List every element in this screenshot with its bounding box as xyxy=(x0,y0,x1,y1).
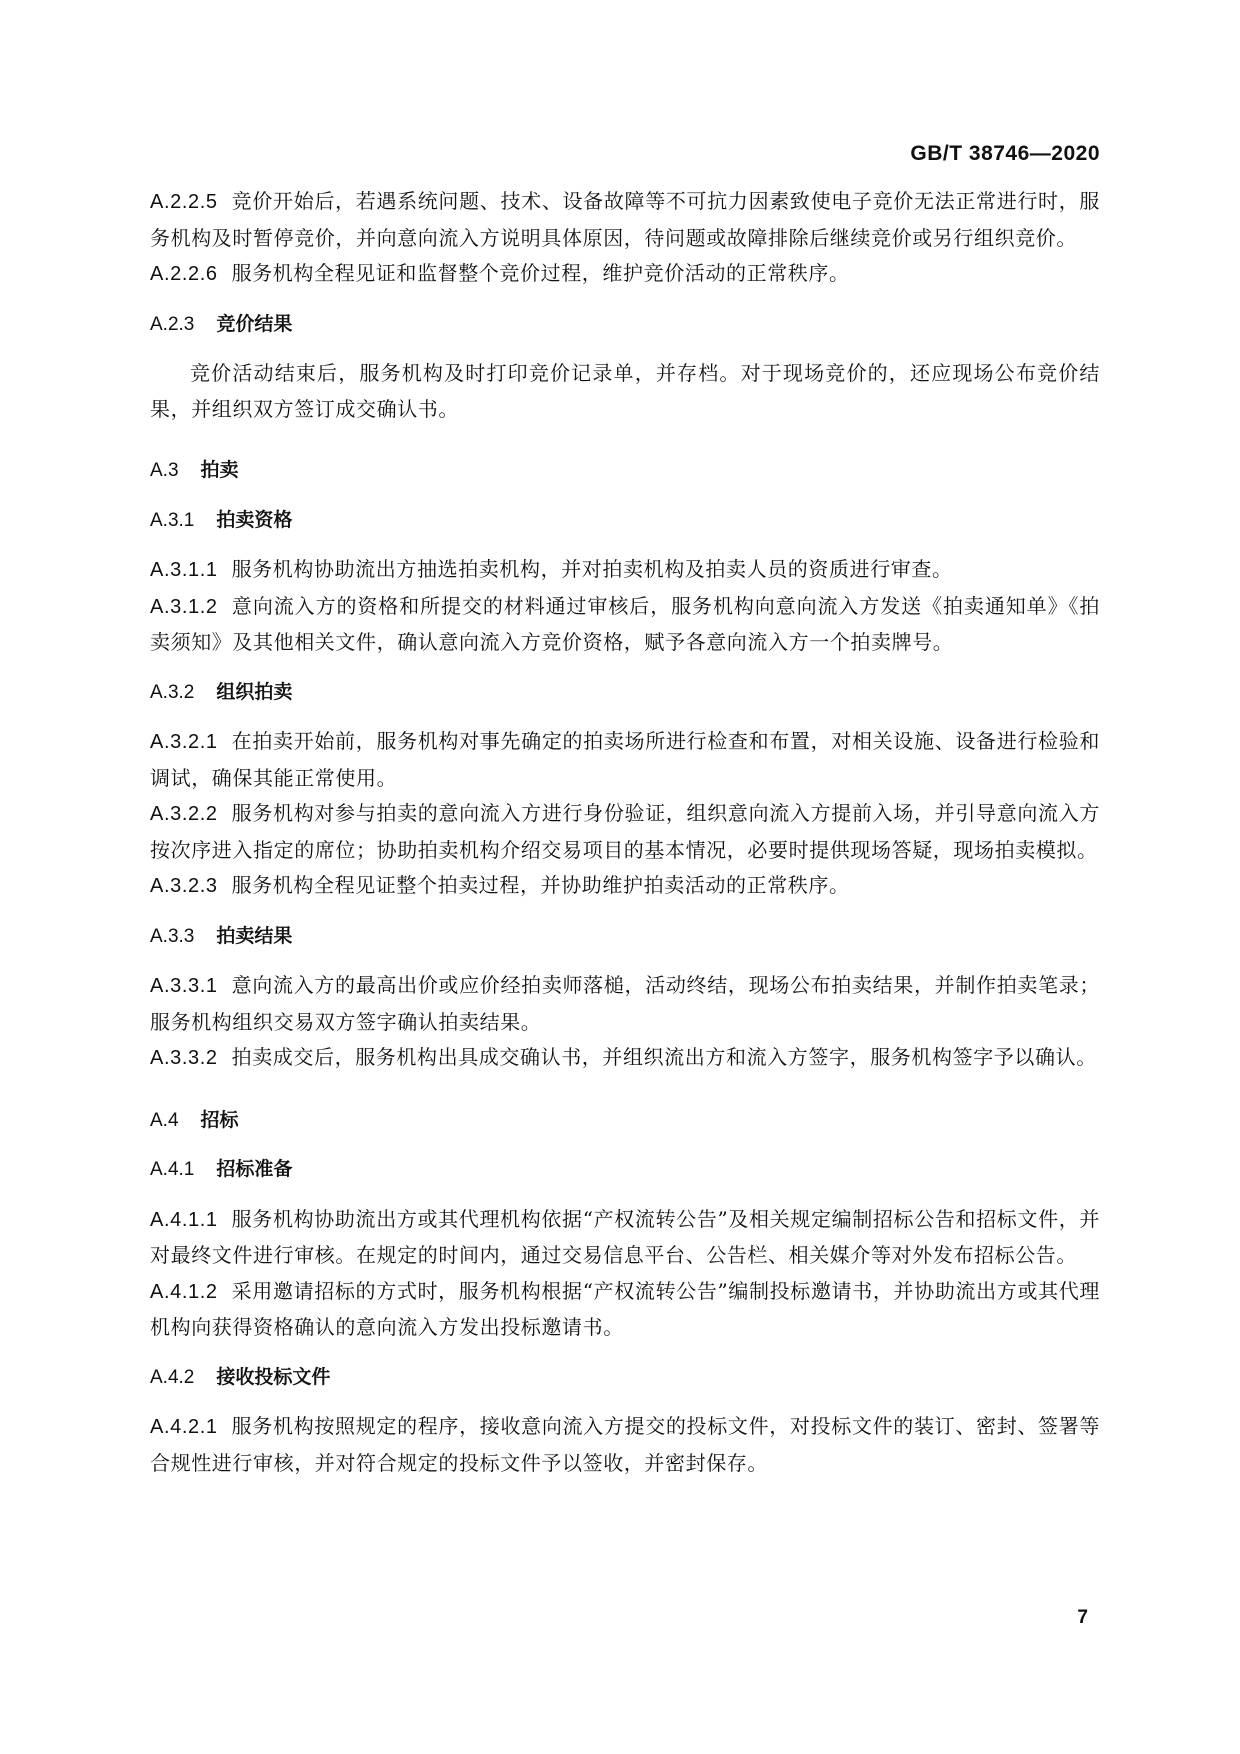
clause-paragraph xyxy=(150,589,1100,661)
clause-paragraph xyxy=(150,796,1100,868)
clause-text: 意向流入方的资格和所提交的材料通过审核后，服务机构向意向流入方发送《拍卖通知单》《拍卖须知》及其他相关文件，确认意向流入方竞价资格，赋予各意向流入方一个拍卖牌号。 xyxy=(150,593,1100,654)
page-number: 7 xyxy=(1077,1607,1088,1628)
clause-paragraph xyxy=(150,1274,1100,1346)
section-number: A.3.1 xyxy=(150,509,195,531)
section-number: A.4.1 xyxy=(150,1159,195,1180)
clause-text: 在拍卖开始前，服务机构对事先确定的拍卖场所进行检查和布置，对相关设施、设备进行检验和调试，确保其能正常使用。 xyxy=(150,729,1100,790)
clause-paragraph xyxy=(150,1409,1100,1481)
clause-text: 采用邀请招标的方式时，服务机构根据“产权流转公告”编制投标邀请书，并协助流出方或其代理机构向获得资格确认的意向流入方发出投标邀请书。 xyxy=(150,1278,1100,1339)
section-number: A.3.3 xyxy=(150,925,195,947)
clause-paragraph xyxy=(150,256,1100,293)
section-heading xyxy=(150,1152,1100,1188)
body-paragraph: 竞价活动结束后，服务机构及时打印竞价记录单，并存档。对于现场竞价的，还应现场公布竞价结果，并组织双方签订成交确认书。 xyxy=(150,361,1100,421)
clause-paragraph xyxy=(150,868,1100,905)
section-heading xyxy=(150,675,1100,711)
clause-number: A.3.1.2 xyxy=(150,595,218,618)
clause-text: 竞价开始后，若遇系统问题、技术、设备故障等不可抗力因素致使电子竞价无法正常进行时，服务机构及时暂停竞价，并向意向流入方说明具体原因，待问题或故障排除后继续竞价或另行组织竞价。 xyxy=(150,189,1100,250)
clause-text: 服务机构协助流出方或其代理机构依据“产权流转公告”及相关规定编制招标公告和招标文件，并对最终文件进行审核。在规定的时间内，通过交易信息平台、公告栏、相关媒介等对外发布招标公告。 xyxy=(150,1206,1100,1267)
clause-number: A.2.2.6 xyxy=(150,263,218,285)
clause-number: A.3.2.3 xyxy=(150,875,218,897)
clause-paragraph xyxy=(150,552,1100,589)
section-number: A.2.3 xyxy=(150,313,195,335)
clause-text: 拍卖成交后，服务机构出具成交确认书，并组织流出方和流入方签字，服务机构签字予以确认。 xyxy=(231,1045,1097,1069)
clause-text: 服务机构按照规定的程序，接收意向流入方提交的投标文件，对投标文件的装订、密封、签署等合规性进行审核，并对符合规定的投标文件予以签收，并密封保存。 xyxy=(150,1414,1100,1475)
section-title: 招标准备 xyxy=(216,1158,293,1180)
clause-number: A.3.2.1 xyxy=(150,731,218,753)
section-number: A.3.2 xyxy=(150,681,195,703)
section-heading xyxy=(150,1360,1100,1396)
clause-number: A.3.3.1 xyxy=(150,975,218,997)
clause-number: A.3.3.2 xyxy=(150,1047,218,1069)
clause-number: A.3.2.2 xyxy=(150,803,218,825)
section-heading xyxy=(150,453,1100,489)
section-heading xyxy=(150,1103,1100,1139)
section-title: 竞价结果 xyxy=(216,312,293,335)
section-heading xyxy=(150,503,1100,539)
section-number: A.4.2 xyxy=(150,1366,195,1388)
section-number: A.4 xyxy=(150,1109,179,1131)
section-heading xyxy=(150,919,1100,955)
clause-number: A.4.1.1 xyxy=(150,1208,218,1231)
clause-number: A.4.2.1 xyxy=(150,1416,218,1438)
section-title: 拍卖结果 xyxy=(216,924,293,947)
clause-paragraph xyxy=(150,1040,1100,1077)
section-title: 拍卖资格 xyxy=(216,508,293,531)
clause-text: 服务机构协助流出方抽选拍卖机构，并对拍卖机构及拍卖人员的资质进行审查。 xyxy=(231,557,953,581)
clause-number: A.3.1.1 xyxy=(150,559,218,581)
section-title: 招标 xyxy=(200,1108,239,1131)
clause-text: 服务机构全程见证整个拍卖过程，并协助维护拍卖活动的正常秩序。 xyxy=(231,873,850,897)
clause-paragraph xyxy=(150,724,1100,796)
clause-number: A.2.2.5 xyxy=(150,191,218,213)
section-title: 接收投标文件 xyxy=(216,1365,331,1388)
document-code-header: GB/T 38746—2020 xyxy=(910,142,1100,165)
section-heading xyxy=(150,307,1100,343)
section-title: 拍卖 xyxy=(200,459,239,481)
clause-paragraph xyxy=(150,1202,1100,1274)
clause-text: 服务机构全程见证和监督整个竞价过程，维护竞价活动的正常秩序。 xyxy=(231,261,850,285)
section-number: A.3 xyxy=(150,460,179,481)
document-body xyxy=(150,184,1100,1481)
clause-text: 服务机构对参与拍卖的意向流入方进行身份验证，组织意向流入方提前入场，并引导意向流入方按次序进入指定的席位；协助拍卖机构介绍交易项目的基本情况，必要时提供现场答疑，现场拍卖模拟。 xyxy=(150,801,1100,862)
clause-number: A.4.1.2 xyxy=(150,1280,218,1303)
clause-text: 意向流入方的最高出价或应价经拍卖师落槌，活动终结，现场公布拍卖结果，并制作拍卖笔录；服务机构组织交易双方签字确认拍卖结果。 xyxy=(150,973,1100,1034)
clause-paragraph xyxy=(150,968,1100,1040)
section-title: 组织拍卖 xyxy=(216,680,293,703)
clause-paragraph xyxy=(150,184,1100,256)
